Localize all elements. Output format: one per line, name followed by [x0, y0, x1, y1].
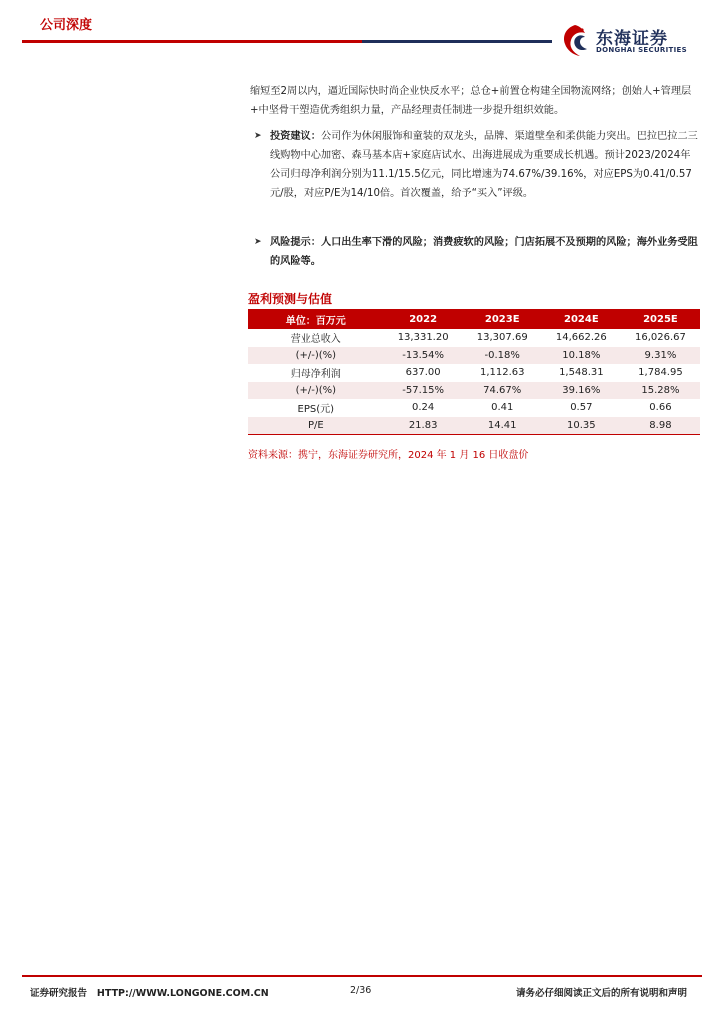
table-row [248, 382, 700, 400]
row-label: P/E [248, 417, 384, 435]
table-row [248, 347, 700, 365]
table-header-row [248, 309, 700, 329]
header-cell: 2022 [384, 309, 463, 329]
risk-label: 风险提示： [270, 237, 321, 248]
footer-divider [22, 975, 702, 977]
header-cell: 2024E [542, 309, 621, 329]
table-cell: -13.54% [384, 347, 463, 365]
section-label: 公司深度 [40, 18, 93, 33]
table-cell: -0.18% [463, 347, 542, 365]
table-cell: 14.41 [463, 417, 542, 435]
table-row [248, 417, 700, 435]
logo-text-en: DONGHAI SECURITIES [596, 46, 687, 54]
row-label: 归母净利润 [290, 369, 341, 381]
footer-disclaimer: 请务必仔细阅读正文后的所有说明和声明 [516, 988, 688, 999]
table-cell: 16,026.67 [634, 332, 686, 344]
table-cell: -57.15% [384, 382, 463, 400]
row-label: (+/-)(%) [248, 382, 384, 400]
table-cell: 1,112.63 [479, 367, 525, 379]
risk-text [270, 233, 700, 271]
row-label: 营业总收入 [290, 334, 341, 346]
logo-text-cn: 东海证券 [596, 29, 668, 49]
table-cell: 8.98 [621, 417, 700, 435]
arrow-bullet-icon: ➤ [254, 237, 262, 247]
page-number: 2/36 [350, 985, 372, 996]
row-label: (+/-)(%) [248, 347, 384, 365]
table-cell: 74.67% [463, 382, 542, 400]
investment-text [270, 127, 700, 203]
header-divider-red [22, 40, 362, 43]
table-cell: 15.28% [621, 382, 700, 400]
table-cell: 1,784.95 [638, 367, 683, 379]
header-cell: 2025E [621, 309, 700, 329]
table-row [248, 399, 700, 417]
risk-warning [254, 233, 700, 271]
table-cell: 13,331.20 [397, 332, 449, 344]
row-label: EPS(元) [297, 404, 335, 416]
table-cell: 10.18% [542, 347, 621, 365]
risk-body: 人口出生率下滑的风险；消费疲软的风险；门店拓展不及预期的风险；海外业务受阻的风险等。 [270, 237, 698, 267]
table-cell: 9.31% [621, 347, 700, 365]
table-cell: 0.66 [649, 402, 672, 414]
investment-label: 投资建议： [270, 131, 321, 142]
table-cell: 14,662.26 [555, 332, 607, 344]
table-cell: 13,307.69 [476, 332, 528, 344]
header-cell: 单位：百万元 [248, 309, 384, 329]
table-cell: 39.16% [542, 382, 621, 400]
intro-paragraph: 缩短至2周以内，逼近国际快时尚企业快反水平；总仓+前置仓构建全国物流网络；创始人+管理层+中坚骨干塑造优秀组织力量，产品经理责任制进一步提升组织效能。 [250, 86, 692, 116]
data-source-note: 资料来源：携宁，东海证券研究所，2024 年 1 月 16 日收盘价 [248, 450, 529, 461]
table-row [248, 364, 700, 382]
header-cell: 2023E [463, 309, 542, 329]
forecast-table [248, 309, 700, 435]
table-cell: 0.57 [570, 402, 593, 414]
table-cell: 0.41 [491, 402, 514, 414]
investment-advice [254, 127, 700, 203]
dragon-logo-icon [558, 22, 592, 60]
investment-body: 公司作为休闲服饰和童装的双龙头，品牌、渠道壁垒和柔供能力突出。巴拉巴拉二三线购物中心加密、森马基本店+家庭店试水、出海进展成为重要成长机遇。预计2023/2024年公司归母净利润分别为11.1/15.5亿元，同比增速为74.67%/39.16%，对应EPS为0.41/0.57元/股，对应P/E为14/10倍。首次覆盖，给予“买入”评级。 [270, 131, 698, 199]
table-cell: 0.24 [412, 402, 435, 414]
table-cell: 21.83 [384, 417, 463, 435]
company-logo [558, 22, 708, 62]
header-divider-navy [362, 40, 552, 43]
table-cell: 637.00 [405, 367, 441, 379]
table-cell: 1,548.31 [559, 367, 604, 379]
forecast-title: 盈利预测与估值 [248, 292, 333, 306]
table-row [248, 329, 700, 347]
footer-left: 证券研究报告 HTTP://WWW.LONGONE.COM.CN [30, 988, 269, 999]
arrow-bullet-icon: ➤ [254, 131, 262, 141]
table-cell: 10.35 [542, 417, 621, 435]
